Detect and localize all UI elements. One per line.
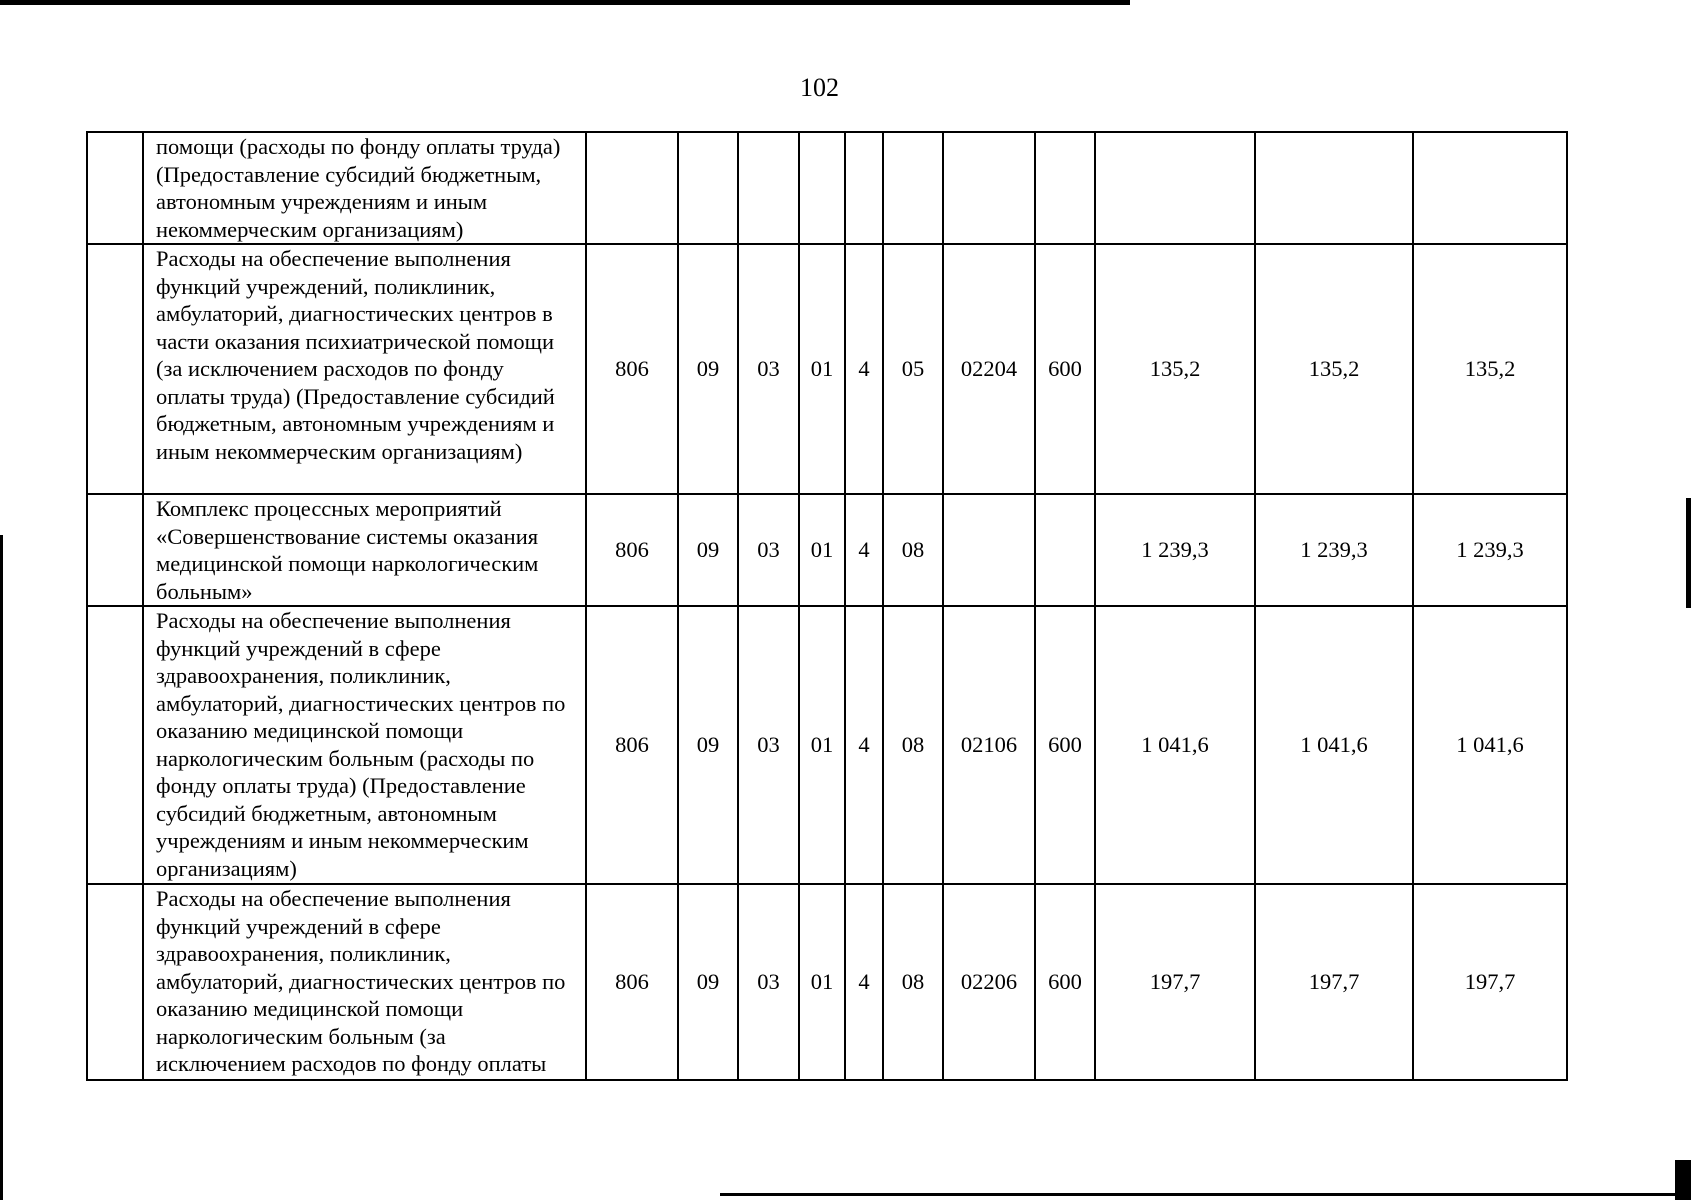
table-row [87, 244, 1567, 494]
row-number-cell [87, 132, 143, 244]
type-cell: 4 [845, 884, 883, 1080]
ministry-code-cell: 806 [586, 244, 678, 494]
structural-element-cell: 08 [883, 606, 943, 884]
amount-year-1-cell: 1 239,3 [1095, 494, 1255, 606]
expense-type-cell [1035, 132, 1095, 244]
amount-year-2-cell: 1 041,6 [1255, 606, 1413, 884]
direction-code-cell [943, 494, 1035, 606]
amount-year-3-cell: 1 041,6 [1413, 606, 1567, 884]
section-cell: 09 [678, 606, 738, 884]
direction-code-cell: 02204 [943, 244, 1035, 494]
subsection-cell: 03 [738, 244, 799, 494]
amount-year-1-cell [1095, 132, 1255, 244]
program-cell: 01 [799, 884, 845, 1080]
type-cell: 4 [845, 606, 883, 884]
description-cell: Расходы на обеспечение выполнения функций учреждений в сфере здравоохранения, поликлиник, амбулаторий, диагностических центров по оказанию медицинской помощи наркологическим больным (расходы по фонду оплаты труда) (Предоставление субсидий бюджетным, автономным учреждениям и иным некоммерческим организациям) [143, 606, 586, 884]
ministry-code-cell: 806 [586, 606, 678, 884]
section-cell [678, 132, 738, 244]
table-row [87, 494, 1567, 606]
type-cell: 4 [845, 494, 883, 606]
program-cell: 01 [799, 244, 845, 494]
row-number-cell [87, 494, 143, 606]
description-cell: помощи (расходы по фонду оплаты труда) (Предоставление субсидий бюджетным, автономным учреждениям и иным некоммерческим организациям) [143, 132, 586, 244]
amount-year-1-cell: 135,2 [1095, 244, 1255, 494]
amount-year-1-cell: 197,7 [1095, 884, 1255, 1080]
ministry-code-cell: 806 [586, 494, 678, 606]
description-cell: Расходы на обеспечение выполнения функций учреждений, поликлиник, амбулаторий, диагностических центров в части оказания психиатрической помощи (за исключением расходов по фонду оплаты труда) (Предоставление субсидий бюджетным, автономным учреждениям и иным некоммерческим организациям) [143, 244, 586, 494]
direction-code-cell: 02206 [943, 884, 1035, 1080]
amount-year-2-cell: 135,2 [1255, 244, 1413, 494]
expense-type-cell: 600 [1035, 884, 1095, 1080]
subsection-cell: 03 [738, 884, 799, 1080]
amount-year-2-cell: 1 239,3 [1255, 494, 1413, 606]
scan-edge-bottom-right [1675, 1160, 1691, 1200]
subsection-cell [738, 132, 799, 244]
amount-year-3-cell: 135,2 [1413, 244, 1567, 494]
amount-year-3-cell: 1 239,3 [1413, 494, 1567, 606]
table-row [87, 884, 1567, 1080]
row-number-cell [87, 244, 143, 494]
program-cell [799, 132, 845, 244]
table-row [87, 606, 1567, 884]
section-cell: 09 [678, 884, 738, 1080]
amount-year-2-cell [1255, 132, 1413, 244]
section-cell: 09 [678, 244, 738, 494]
row-number-cell [87, 884, 143, 1080]
scan-edge-right [1686, 498, 1691, 608]
description-cell: Расходы на обеспечение выполнения функций учреждений в сфере здравоохранения, поликлиник, амбулаторий, диагностических центров по оказанию медицинской помощи наркологическим больным (за исключением расходов по фонду оплаты [143, 884, 586, 1080]
scan-edge-bottom [720, 1193, 1675, 1196]
program-cell: 01 [799, 606, 845, 884]
section-cell: 09 [678, 494, 738, 606]
subsection-cell: 03 [738, 494, 799, 606]
page-number: 102 [800, 73, 839, 102]
structural-element-cell: 08 [883, 494, 943, 606]
expense-type-cell: 600 [1035, 244, 1095, 494]
amount-year-2-cell: 197,7 [1255, 884, 1413, 1080]
row-number-cell [87, 606, 143, 884]
ministry-code-cell [586, 132, 678, 244]
program-cell: 01 [799, 494, 845, 606]
amount-year-3-cell [1413, 132, 1567, 244]
structural-element-cell: 08 [883, 884, 943, 1080]
description-cell: Комплекс процессных мероприятий «Совершенствование системы оказания медицинской помощи наркологическим больным» [143, 494, 586, 606]
expense-type-cell [1035, 494, 1095, 606]
scan-edge-left [0, 535, 3, 1200]
direction-code-cell [943, 132, 1035, 244]
subsection-cell: 03 [738, 606, 799, 884]
structural-element-cell [883, 132, 943, 244]
table-row [87, 132, 1567, 244]
type-cell [845, 132, 883, 244]
amount-year-3-cell: 197,7 [1413, 884, 1567, 1080]
scan-edge-top [0, 0, 1130, 5]
budget-table [86, 131, 1568, 1081]
ministry-code-cell: 806 [586, 884, 678, 1080]
type-cell: 4 [845, 244, 883, 494]
direction-code-cell: 02106 [943, 606, 1035, 884]
expense-type-cell: 600 [1035, 606, 1095, 884]
structural-element-cell: 05 [883, 244, 943, 494]
amount-year-1-cell: 1 041,6 [1095, 606, 1255, 884]
